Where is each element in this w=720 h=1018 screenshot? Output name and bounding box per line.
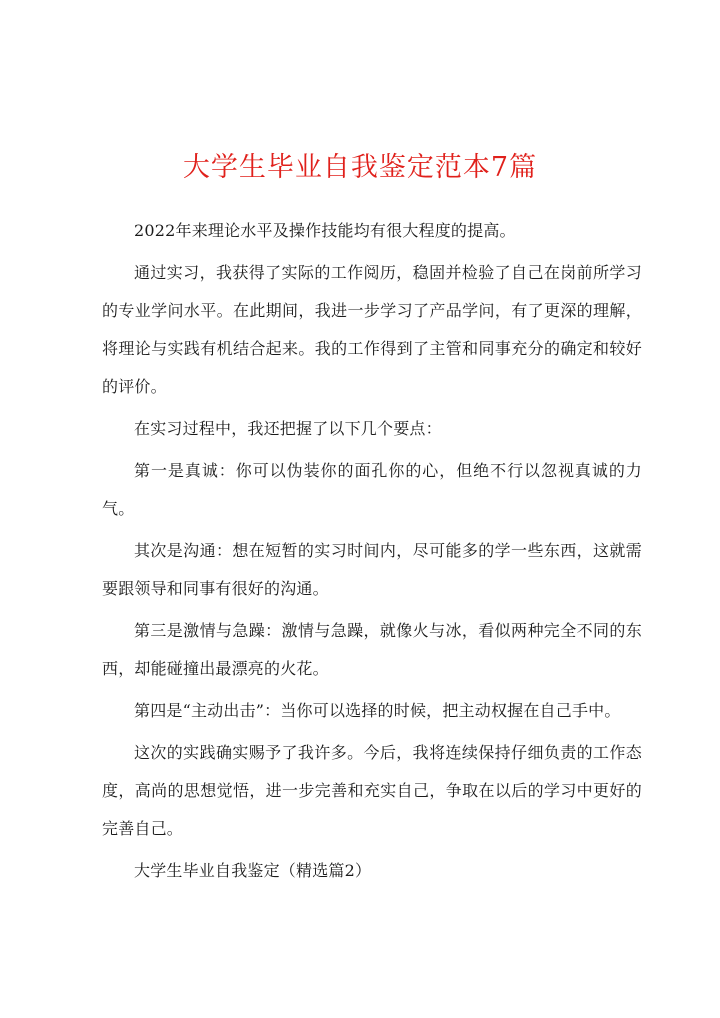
section-heading: 大学生毕业自我鉴定（精选篇2） [134, 861, 372, 880]
document-title: 大学生毕业自我鉴定范本7篇 [182, 152, 538, 183]
paragraph: 2022年来理论水平及操作技能均有很大程度的提高。 [134, 221, 516, 240]
paragraph: 其次是沟通：想在短暂的实习时间内，尽可能多的学一些东西，这就需要跟领导和同事有很好的沟通。 [102, 541, 642, 598]
paragraph: 在实习过程中，我还把握了以下几个要点： [134, 419, 442, 438]
paragraph: 第一是真诚：你可以伪装你的面孔你的心，但绝不行以忽视真诚的力气。 [102, 461, 642, 518]
paragraph: 通过实习，我获得了实际的工作阅历，稳固并检验了自己在岗前所学习的专业学问水平。在此期间，我进一步学习了产品学问，有了更深的理解，将理论与实践有机结合起来。我的工作得到了主管和同事充分的确定和较好的评价。 [102, 263, 642, 396]
paragraph: 第三是激情与急躁：激情与急躁，就像火与冰，看似两种完全不同的东西，却能碰撞出最漂亮的火花。 [102, 621, 642, 678]
document-body [102, 212, 642, 894]
paragraph: 第四是“主动出击”：当你可以选择的时候，把主动权握在自己手中。 [134, 701, 621, 720]
paragraph: 这次的实践确实赐予了我许多。今后，我将连续保持仔细负责的工作态度，高尚的思想觉悟，进一步完善和充实自己，争取在以后的学习中更好的完善自己。 [102, 743, 642, 838]
